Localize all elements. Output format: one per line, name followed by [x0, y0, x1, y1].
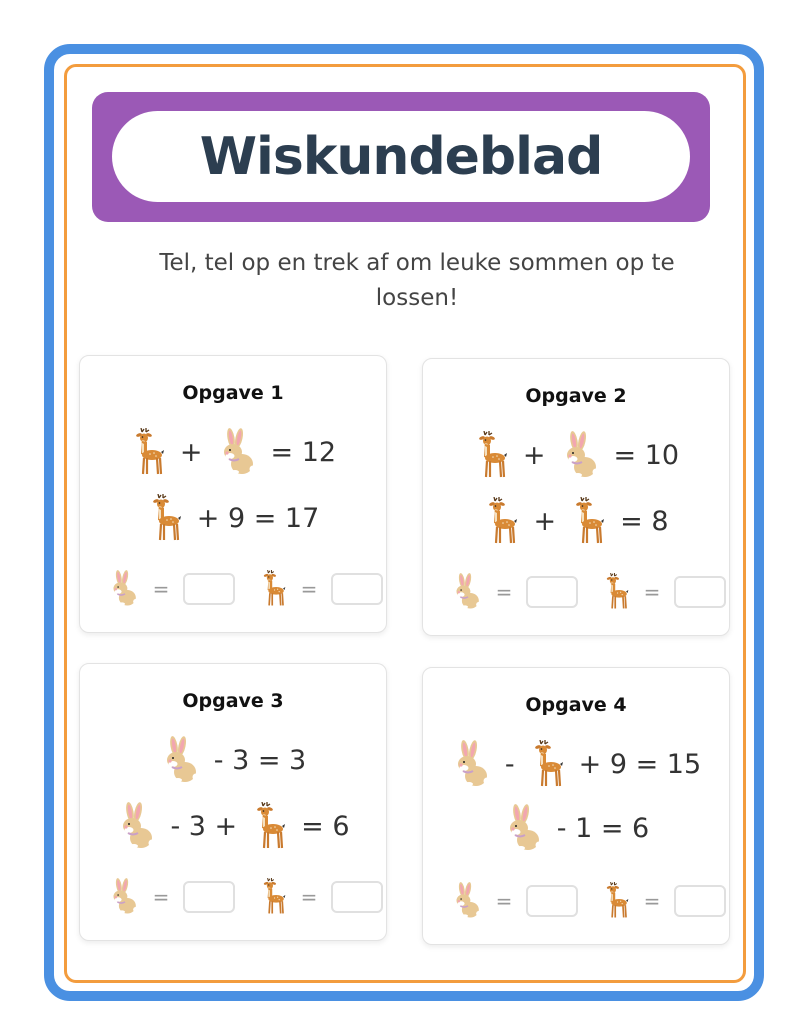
equation-text: + 9 = 17 [196, 502, 320, 534]
equation-row [423, 740, 729, 788]
rabbit-answer-box[interactable] [183, 881, 235, 913]
equation-row [80, 736, 386, 784]
equation-text: = 10 [613, 439, 680, 471]
deer-icon [130, 428, 166, 476]
answer-rabbit [108, 570, 235, 607]
answer-deer [602, 882, 726, 919]
deer-answer-box[interactable] [331, 573, 383, 605]
exercise-title: Opgave 3 [182, 690, 284, 712]
deer-icon [529, 740, 565, 788]
answer-deer [259, 570, 383, 607]
rabbit-icon [503, 804, 543, 852]
answer-row [451, 573, 707, 610]
rabbit-icon [160, 736, 200, 784]
equals-sign: = [643, 888, 661, 913]
equation-text: - [504, 748, 515, 780]
answer-rabbit [451, 882, 578, 919]
equation-text: = 12 [270, 436, 337, 468]
equals-sign: = [643, 579, 661, 604]
rabbit-icon [108, 878, 139, 915]
deer-icon [570, 497, 606, 545]
answer-deer [602, 573, 726, 610]
rabbit-icon [451, 740, 491, 788]
equation-row [423, 804, 729, 852]
exercise-card-3 [79, 663, 387, 941]
deer-icon [251, 802, 287, 850]
deer-icon [147, 494, 183, 542]
equation-row [80, 428, 386, 476]
deer-icon [259, 570, 287, 607]
equation-text: = 8 [620, 505, 669, 537]
deer-answer-box[interactable] [674, 885, 726, 917]
answer-row [108, 570, 364, 607]
deer-icon [259, 878, 287, 915]
rabbit-answer-box[interactable] [526, 576, 578, 608]
equals-sign: = [495, 579, 513, 604]
equation-text: + [522, 439, 546, 471]
equation-row [80, 802, 386, 850]
answer-deer [259, 878, 383, 915]
equation-text: - 3 = 3 [213, 744, 307, 776]
equation-row [80, 494, 386, 542]
exercise-title: Opgave 2 [525, 385, 627, 407]
page-title: Wiskundeblad [199, 126, 603, 187]
equals-sign: = [495, 888, 513, 913]
rabbit-icon [560, 431, 600, 479]
answer-rabbit [451, 573, 578, 610]
answer-row [451, 882, 707, 919]
answer-rabbit [108, 878, 235, 915]
rabbit-icon [451, 573, 482, 610]
equals-sign: = [152, 884, 170, 909]
equation-text: + [533, 505, 557, 537]
exercise-card-1 [79, 355, 387, 633]
deer-answer-box[interactable] [674, 576, 726, 608]
equation-text: - 3 + [170, 810, 238, 842]
equals-sign: = [152, 576, 170, 601]
rabbit-answer-box[interactable] [526, 885, 578, 917]
equation-row [423, 497, 729, 545]
exercise-title: Opgave 1 [182, 382, 284, 404]
equation-row [423, 431, 729, 479]
exercise-title: Opgave 4 [525, 694, 627, 716]
equation-text: + 9 = 15 [578, 748, 702, 780]
title-pill [112, 111, 690, 202]
equals-sign: = [300, 576, 318, 601]
equation-text: - 1 = 6 [556, 812, 650, 844]
deer-answer-box[interactable] [331, 881, 383, 913]
answer-row [108, 878, 364, 915]
rabbit-icon [217, 428, 257, 476]
rabbit-icon [116, 802, 156, 850]
deer-icon [602, 882, 630, 919]
deer-icon [602, 573, 630, 610]
deer-icon [483, 497, 519, 545]
rabbit-icon [108, 570, 139, 607]
exercise-card-4 [422, 667, 730, 945]
exercise-card-2 [422, 358, 730, 636]
equation-text: = 6 [301, 810, 350, 842]
rabbit-answer-box[interactable] [183, 573, 235, 605]
equation-text: + [179, 436, 203, 468]
rabbit-icon [451, 882, 482, 919]
subtitle: Tel, tel op en trek af om leuke sommen op te lossen! [159, 250, 675, 311]
deer-icon [473, 431, 509, 479]
equals-sign: = [300, 884, 318, 909]
